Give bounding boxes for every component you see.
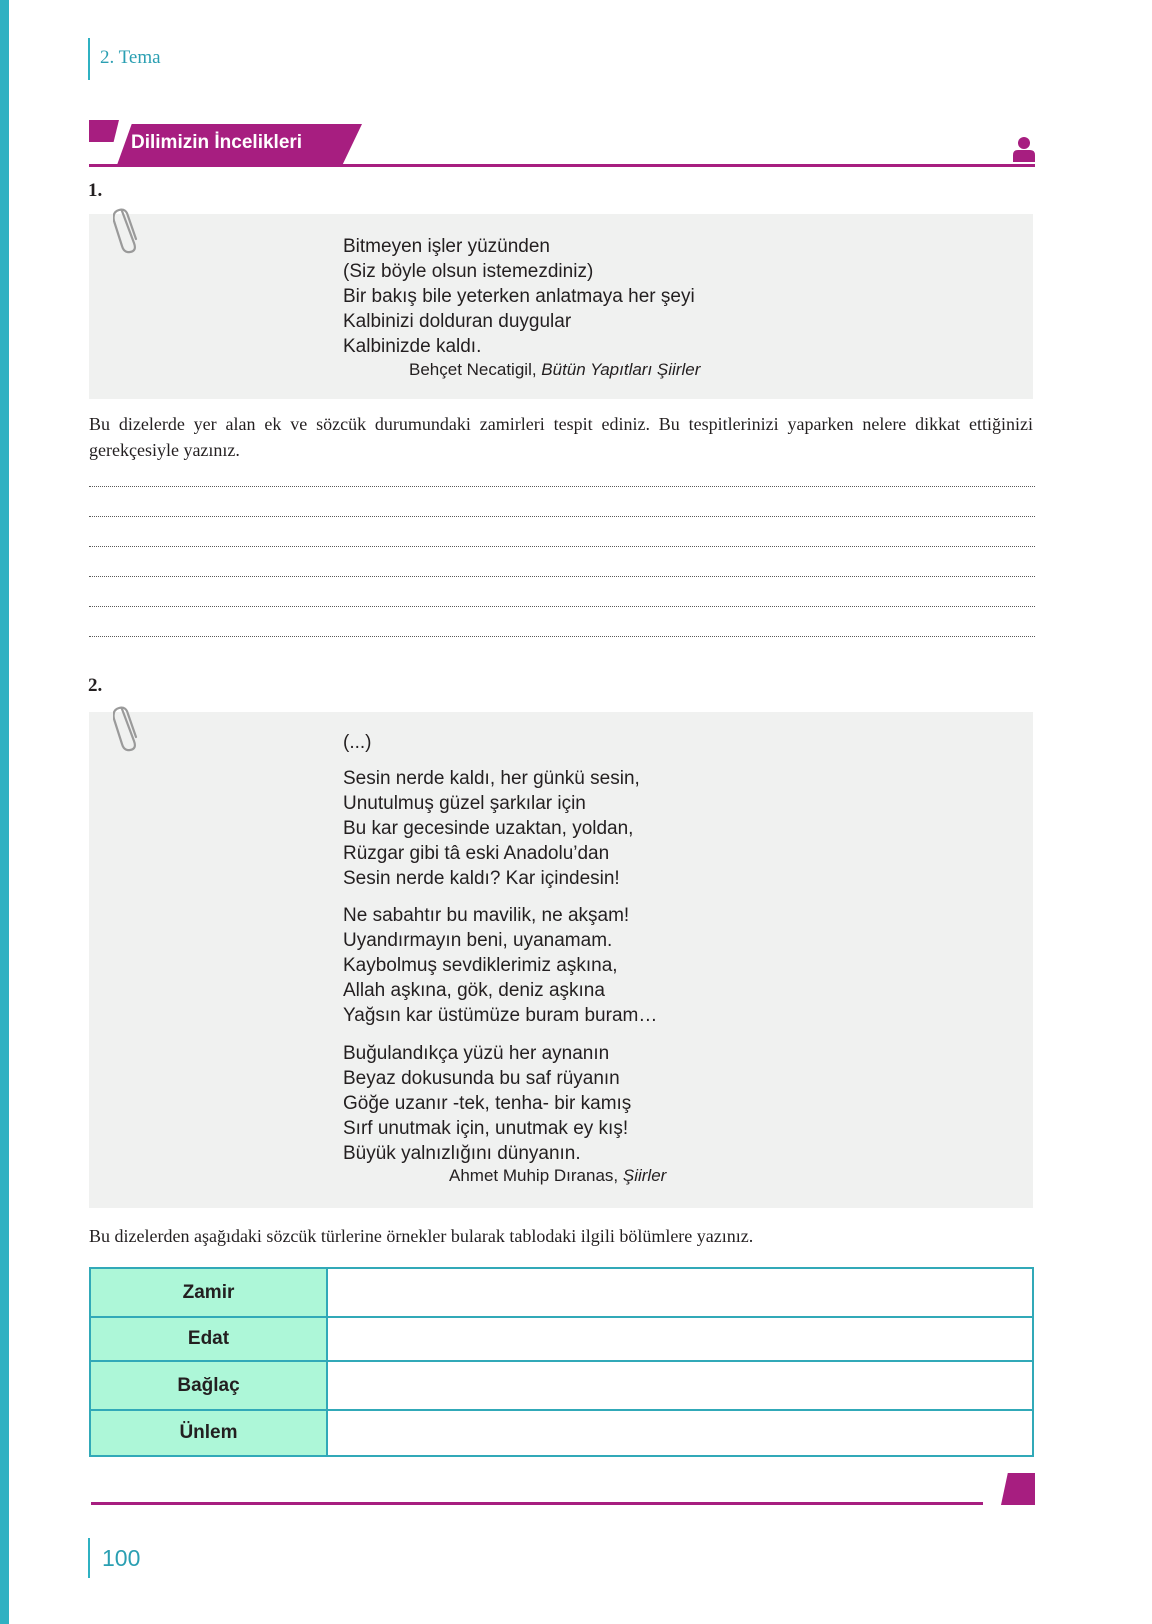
citation-work: Şiirler	[622, 1166, 667, 1185]
table-row	[90, 1268, 1033, 1317]
citation-author: Behçet Necatigil,	[409, 360, 542, 379]
question-2-number: 2.	[88, 675, 103, 696]
question-1-number: 1.	[88, 180, 103, 201]
table-row	[90, 1317, 1033, 1361]
poem-line: Beyaz dokusunda bu saf rüyanın	[343, 1068, 620, 1089]
question-2-prompt: Bu dizelerden aşağıdaki sözcük türlerine örnekler bularak tablodaki ilgili bölümlere yazınız.	[89, 1226, 754, 1246]
poem-line: Kaybolmuş sevdiklerimiz aşkına,	[343, 955, 618, 976]
row-label-zamir: Zamir	[90, 1268, 327, 1317]
poem-stanza-2	[343, 903, 657, 1028]
answer-line[interactable]	[89, 546, 1035, 547]
poem-stanza-1	[343, 766, 640, 891]
answer-line[interactable]	[89, 576, 1035, 577]
poem-line: Buğulandıkça yüzü her aynanın	[343, 1043, 610, 1064]
poem-line: Allah aşkına, gök, deniz aşkına	[343, 980, 605, 1001]
answer-cell[interactable]	[327, 1268, 1033, 1317]
answer-line[interactable]	[89, 486, 1035, 487]
paperclip-icon	[113, 199, 143, 255]
section-title: Dilimizin İncelikleri	[131, 132, 303, 153]
section-rule	[89, 164, 1035, 167]
question-2-citation	[449, 1166, 666, 1186]
answer-cell[interactable]	[327, 1317, 1033, 1361]
answer-line[interactable]	[89, 516, 1035, 517]
footer-rule	[91, 1502, 983, 1505]
poem-line: Büyük yalnızlığını dünyanın.	[343, 1143, 581, 1164]
table-row	[90, 1410, 1033, 1456]
poem-ellipsis: (...)	[343, 732, 372, 753]
poem-line: Uyandırmayın beni, uyanamam.	[343, 930, 613, 951]
poem-line: Ne sabahtır bu mavilik, ne akşam!	[343, 905, 630, 926]
section-corner-mark	[89, 120, 119, 142]
question-1-citation	[409, 360, 700, 380]
poem-line: Yağsın kar üstümüze buram buram…	[343, 1005, 658, 1026]
poem-line: Göğe uzanır -tek, tenha- bir kamış	[343, 1093, 632, 1114]
poem-line: Sesin nerde kaldı? Kar içindesin!	[343, 868, 620, 889]
poem-line: Bu kar gecesinde uzaktan, yoldan,	[343, 818, 634, 839]
answer-line[interactable]	[89, 606, 1035, 607]
footer-corner-mark	[1001, 1473, 1035, 1505]
row-label-baglac: Bağlaç	[90, 1361, 327, 1410]
page-number: 100	[102, 1545, 141, 1571]
poem-line: Bir bakış bile yeterken anlatmaya her şeyi	[343, 286, 695, 307]
poem-stanza-3	[343, 1041, 631, 1166]
page-number-divider	[88, 1538, 90, 1578]
person-icon	[1012, 136, 1036, 162]
theme-divider	[88, 38, 90, 80]
table-row	[90, 1361, 1033, 1410]
citation-author: Ahmet Muhip Dıranas,	[449, 1166, 623, 1185]
question-1-prompt: Bu dizelerde yer alan ek ve sözcük durumundaki zamirleri tespit ediniz. Bu tespitlerinizi yaparken nelere dikkat ettiğinizi gerekçesiyle yazınız.	[89, 414, 1033, 460]
poem-line: Kalbinizi dolduran duygular	[343, 311, 572, 332]
row-label-edat: Edat	[90, 1317, 327, 1361]
poem-line: (Siz böyle olsun istemezdiniz)	[343, 261, 594, 282]
question-1-poem	[343, 234, 695, 359]
answer-cell[interactable]	[327, 1410, 1033, 1456]
answer-cell[interactable]	[327, 1361, 1033, 1410]
section-header	[89, 120, 1035, 168]
citation-work: Bütün Yapıtları Şiirler	[541, 360, 701, 379]
poem-line: Rüzgar gibi tâ eski Anadolu’dan	[343, 843, 610, 864]
word-type-table	[89, 1267, 1034, 1457]
poem-line: Bitmeyen işler yüzünden	[343, 236, 550, 257]
poem-line: Kalbinizde kaldı.	[343, 336, 482, 357]
poem-line: Sesin nerde kaldı, her günkü sesin,	[343, 768, 640, 789]
poem-line: Unutulmuş güzel şarkılar için	[343, 793, 586, 814]
page-edge-stripe	[0, 0, 9, 1624]
paperclip-icon	[113, 697, 143, 753]
row-label-unlem: Ünlem	[90, 1410, 327, 1456]
answer-line[interactable]	[89, 636, 1035, 637]
theme-label: 2. Tema	[100, 47, 161, 68]
poem-line: Sırf unutmak için, unutmak ey kış!	[343, 1118, 629, 1139]
